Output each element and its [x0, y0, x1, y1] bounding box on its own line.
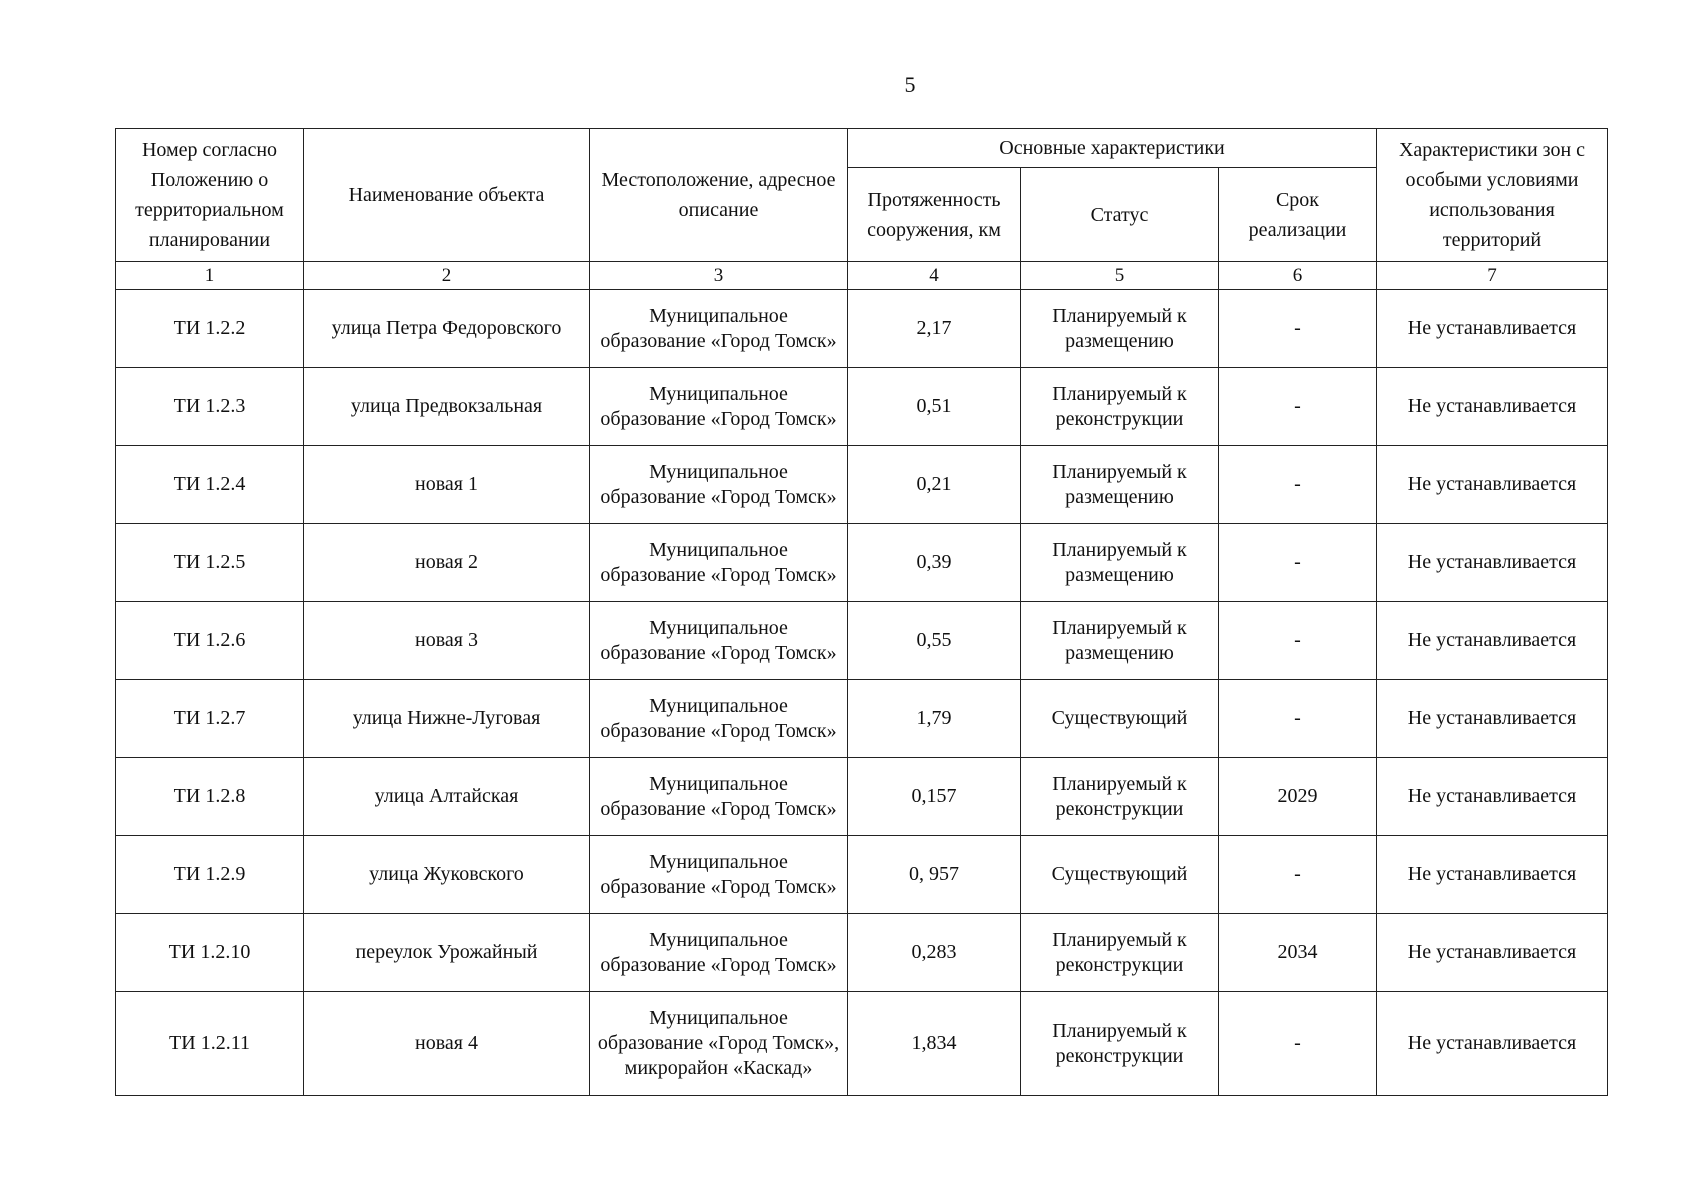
cell-name: улица Петра Федоровского — [304, 290, 590, 368]
cell-name: улица Алтайская — [304, 758, 590, 836]
cell-length: 0,51 — [848, 368, 1021, 446]
header-zones: Характеристики зон с особыми условиями использования территорий — [1377, 129, 1608, 262]
cell-length: 2,17 — [848, 290, 1021, 368]
cell-length: 0,157 — [848, 758, 1021, 836]
table-row — [116, 836, 1608, 914]
table-row — [116, 368, 1608, 446]
table-row — [116, 992, 1608, 1096]
column-number: 7 — [1377, 262, 1608, 290]
cell-number: ТИ 1.2.5 — [116, 524, 304, 602]
cell-length: 0, 957 — [848, 836, 1021, 914]
cell-location: Муниципальное образование «Город Томск», микрорайон «Каскад» — [590, 992, 848, 1096]
table-row — [116, 680, 1608, 758]
cell-status: Планируемый к размещению — [1021, 446, 1219, 524]
cell-name: улица Предвокзальная — [304, 368, 590, 446]
cell-zones: Не устанавливается — [1377, 914, 1608, 992]
cell-length: 0,55 — [848, 602, 1021, 680]
table-row — [116, 602, 1608, 680]
table-row — [116, 524, 1608, 602]
table-row — [116, 758, 1608, 836]
cell-term: - — [1219, 836, 1377, 914]
cell-zones: Не устанавливается — [1377, 524, 1608, 602]
column-number: 2 — [304, 262, 590, 290]
cell-location: Муниципальное образование «Город Томск» — [590, 524, 848, 602]
cell-number: ТИ 1.2.10 — [116, 914, 304, 992]
column-number: 1 — [116, 262, 304, 290]
cell-term: 2034 — [1219, 914, 1377, 992]
cell-location: Муниципальное образование «Город Томск» — [590, 602, 848, 680]
header-term: Срок реализации — [1219, 168, 1377, 262]
objects-table — [115, 128, 1608, 1096]
table-row — [116, 446, 1608, 524]
cell-number: ТИ 1.2.2 — [116, 290, 304, 368]
page-number: 5 — [904, 72, 916, 97]
column-number: 3 — [590, 262, 848, 290]
column-number: 5 — [1021, 262, 1219, 290]
cell-name: новая 4 — [304, 992, 590, 1096]
cell-zones: Не устанавливается — [1377, 758, 1608, 836]
cell-status: Планируемый к реконструкции — [1021, 992, 1219, 1096]
cell-number: ТИ 1.2.9 — [116, 836, 304, 914]
cell-status: Планируемый к размещению — [1021, 524, 1219, 602]
cell-status: Существующий — [1021, 836, 1219, 914]
header-number: Номер согласно Положению о территориальном планировании — [116, 129, 304, 262]
cell-location: Муниципальное образование «Город Томск» — [590, 446, 848, 524]
cell-status: Планируемый к реконструкции — [1021, 758, 1219, 836]
cell-status: Планируемый к размещению — [1021, 602, 1219, 680]
cell-length: 1,834 — [848, 992, 1021, 1096]
header-status: Статус — [1021, 168, 1219, 262]
table-row — [116, 290, 1608, 368]
cell-status: Существующий — [1021, 680, 1219, 758]
table-row — [116, 914, 1608, 992]
cell-term: - — [1219, 602, 1377, 680]
cell-zones: Не устанавливается — [1377, 290, 1608, 368]
cell-location: Муниципальное образование «Город Томск» — [590, 368, 848, 446]
cell-name: новая 2 — [304, 524, 590, 602]
column-number: 4 — [848, 262, 1021, 290]
cell-location: Муниципальное образование «Город Томск» — [590, 758, 848, 836]
table-body — [116, 262, 1608, 1096]
header-main-characteristics: Основные характеристики — [848, 129, 1377, 168]
cell-location: Муниципальное образование «Город Томск» — [590, 290, 848, 368]
cell-zones: Не устанавливается — [1377, 680, 1608, 758]
cell-length: 1,79 — [848, 680, 1021, 758]
table-header — [116, 129, 1608, 262]
cell-term: - — [1219, 368, 1377, 446]
cell-status: Планируемый к размещению — [1021, 290, 1219, 368]
cell-number: ТИ 1.2.11 — [116, 992, 304, 1096]
column-number-row — [116, 262, 1608, 290]
cell-zones: Не устанавливается — [1377, 446, 1608, 524]
cell-number: ТИ 1.2.6 — [116, 602, 304, 680]
cell-location: Муниципальное образование «Город Томск» — [590, 836, 848, 914]
cell-location: Муниципальное образование «Город Томск» — [590, 914, 848, 992]
cell-zones: Не устанавливается — [1377, 368, 1608, 446]
cell-number: ТИ 1.2.3 — [116, 368, 304, 446]
cell-length: 0,39 — [848, 524, 1021, 602]
cell-name: новая 1 — [304, 446, 590, 524]
cell-number: ТИ 1.2.7 — [116, 680, 304, 758]
column-number: 6 — [1219, 262, 1377, 290]
cell-number: ТИ 1.2.8 — [116, 758, 304, 836]
cell-term: - — [1219, 290, 1377, 368]
cell-name: улица Жуковского — [304, 836, 590, 914]
cell-length: 0,283 — [848, 914, 1021, 992]
cell-zones: Не устанавливается — [1377, 992, 1608, 1096]
cell-term: 2029 — [1219, 758, 1377, 836]
cell-term: - — [1219, 524, 1377, 602]
cell-status: Планируемый к реконструкции — [1021, 914, 1219, 992]
cell-status: Планируемый к реконструкции — [1021, 368, 1219, 446]
cell-term: - — [1219, 992, 1377, 1096]
cell-name: новая 3 — [304, 602, 590, 680]
cell-term: - — [1219, 446, 1377, 524]
header-location: Местоположение, адресное описание — [590, 129, 848, 262]
cell-number: ТИ 1.2.4 — [116, 446, 304, 524]
cell-name: улица Нижне-Луговая — [304, 680, 590, 758]
cell-zones: Не устанавливается — [1377, 602, 1608, 680]
header-length: Протяженность сооружения, км — [848, 168, 1021, 262]
cell-location: Муниципальное образование «Город Томск» — [590, 680, 848, 758]
cell-zones: Не устанавливается — [1377, 836, 1608, 914]
cell-term: - — [1219, 680, 1377, 758]
header-name: Наименование объекта — [304, 129, 590, 262]
cell-name: переулок Урожайный — [304, 914, 590, 992]
cell-length: 0,21 — [848, 446, 1021, 524]
